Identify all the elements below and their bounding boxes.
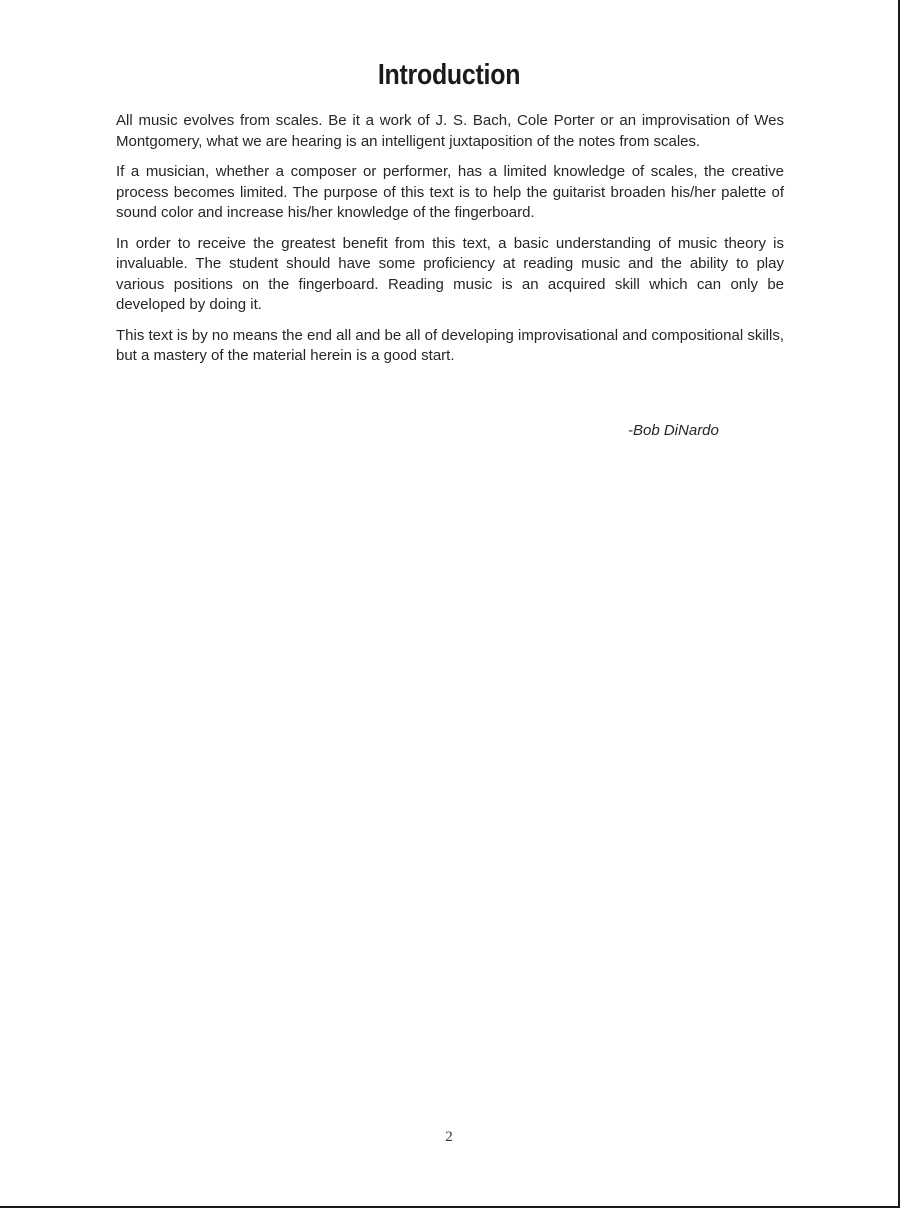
- page-number: 2: [445, 1129, 453, 1145]
- page-title: Introduction: [377, 59, 521, 91]
- paragraph-3: In order to receive the greatest benefit from this text, a basic understanding of music theory is invaluable. The student should have some proficiency at reading music and the ability to play various positions on the fingerboard. Reading music is an acquired skill which can only be developed by doing it.: [116, 234, 784, 313]
- body-text: [116, 111, 784, 377]
- paragraph-4: This text is by no means the end all and be all of developing improvisational and compositional skills, but a mastery of the material herein is a good start.: [116, 326, 784, 364]
- paragraph-1: All music evolves from scales. Be it a work of J. S. Bach, Cole Porter or an improvisation of Wes Montgomery, what we are hearing is an intelligent juxtaposition of the notes from scales.: [116, 112, 784, 150]
- author-signature: -Bob DiNardo: [628, 422, 719, 439]
- paragraph-2: If a musician, whether a composer or performer, has a limited knowledge of scales, the creative process becomes limited. The purpose of this text is to help the guitarist broaden his/her palette of sound color and increase his/her knowledge of the fingerboard.: [116, 163, 784, 221]
